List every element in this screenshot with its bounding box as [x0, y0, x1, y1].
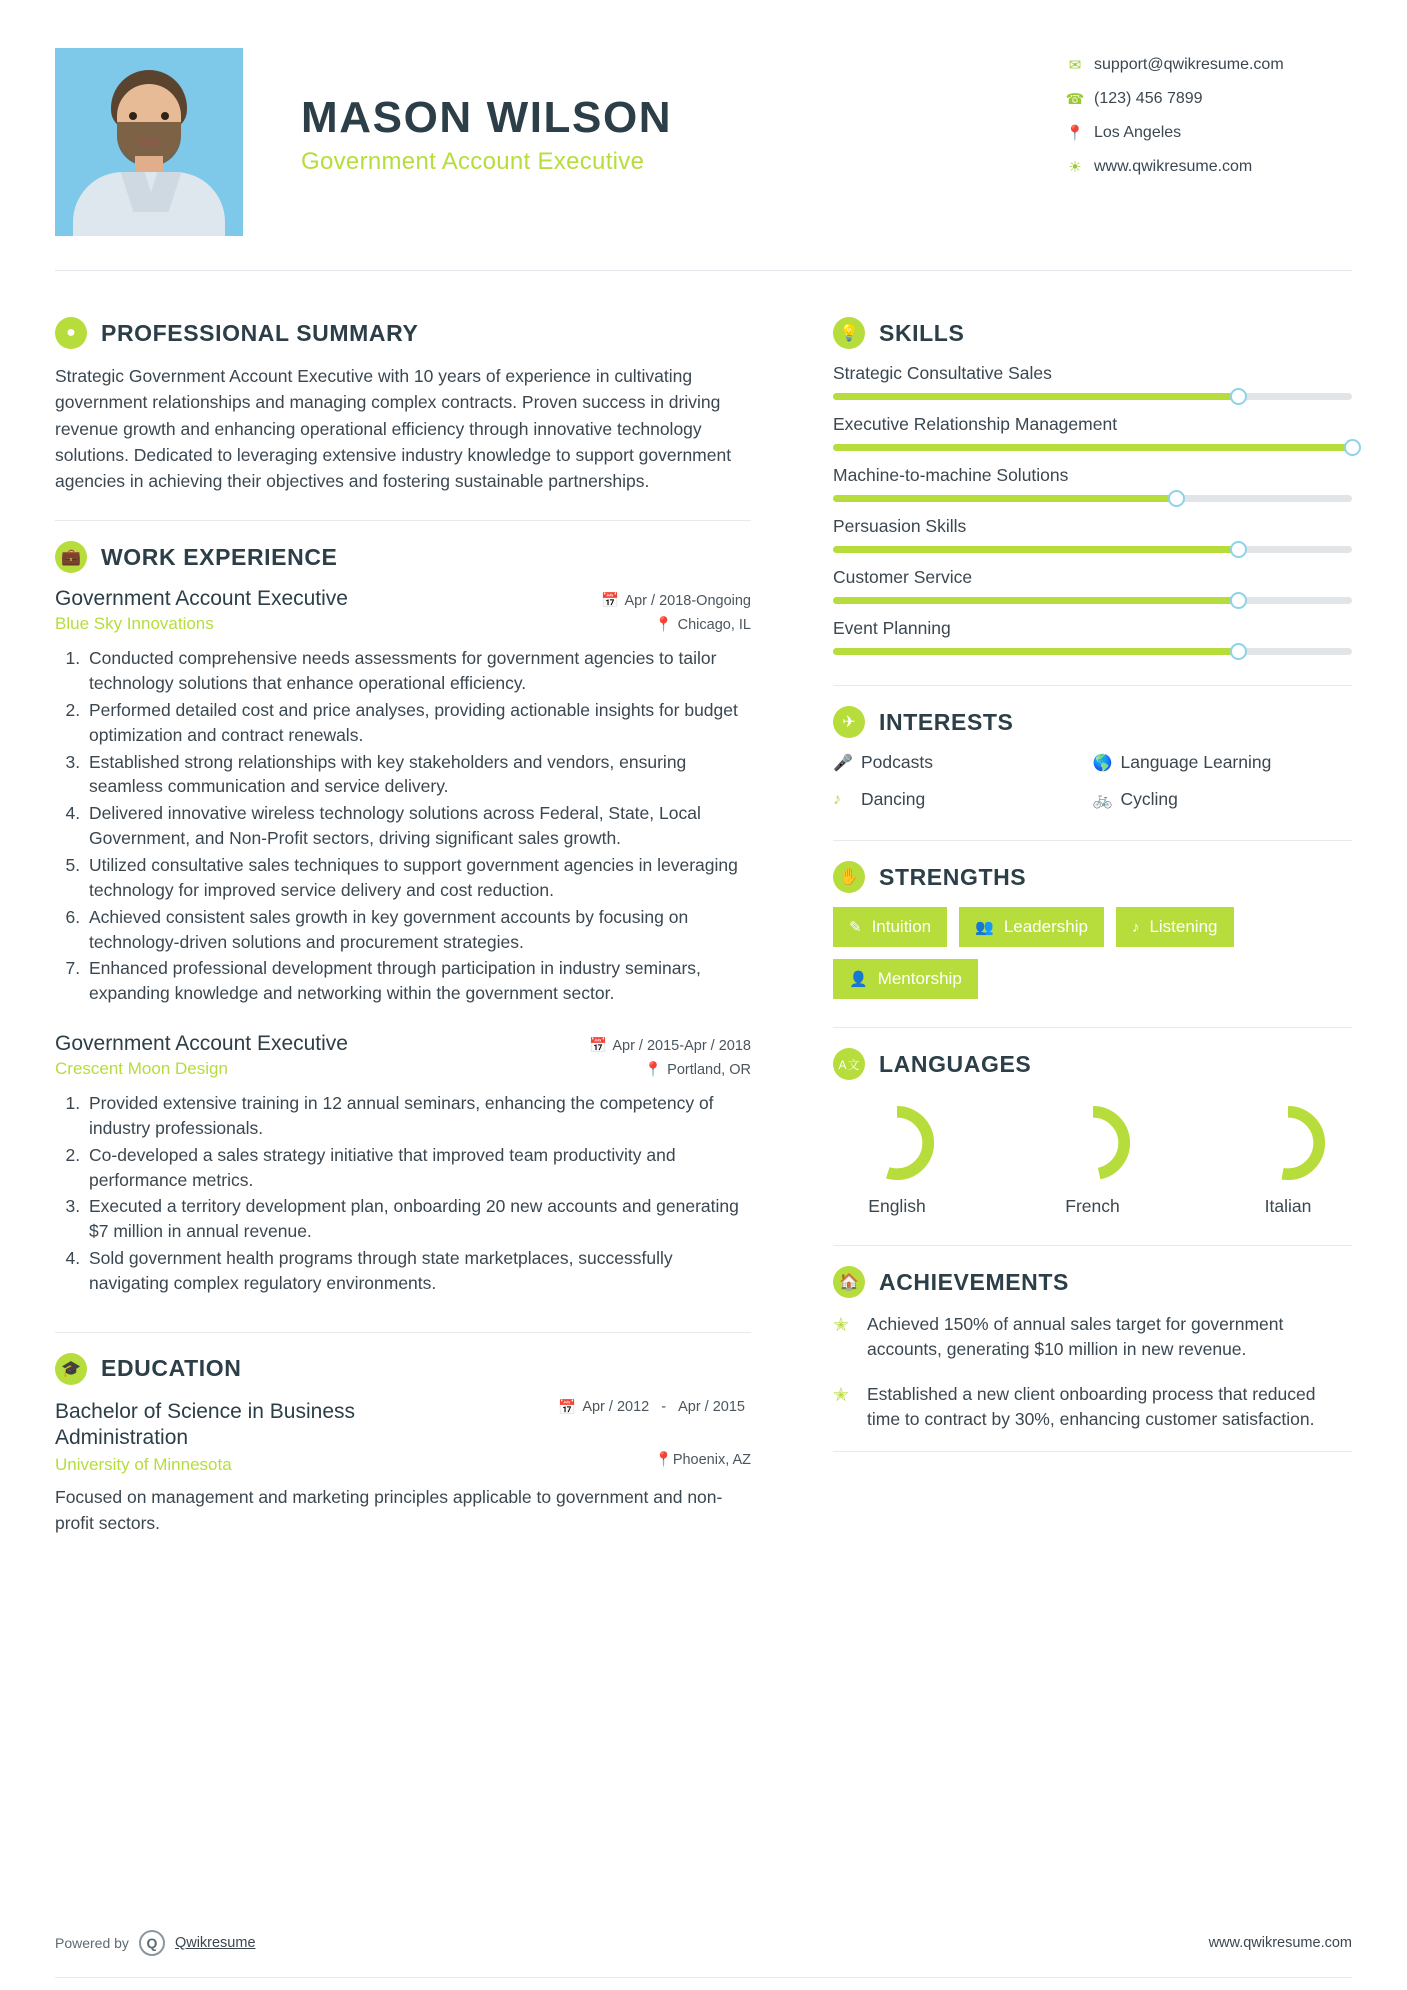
- calendar-icon: 📅: [601, 593, 620, 610]
- skill-item: [833, 465, 1352, 502]
- languages-list: [833, 1094, 1352, 1217]
- star-badge-icon: ✭: [833, 1384, 849, 1406]
- list-item: 6. Achieved consistent sales growth in key government accounts by focusing on technology-driven solutions and procurement strategies.: [85, 905, 751, 955]
- calendar-icon: 📅: [589, 1038, 608, 1055]
- envelope-icon: ✉: [1068, 56, 1082, 74]
- interest-label: Podcasts: [861, 752, 933, 772]
- divider: [833, 1027, 1352, 1028]
- strengths-list: [833, 907, 1352, 999]
- section-header-strengths: [833, 861, 1352, 893]
- skill-item: [833, 516, 1352, 553]
- achievement-item: [833, 1382, 1352, 1432]
- list-item: 2. Performed detailed cost and price analyses, providing actionable insights for budget optimization and contract renewals.: [85, 698, 751, 748]
- education-item: [55, 1399, 751, 1452]
- interest-item: [1093, 752, 1353, 773]
- strength-label: Listening: [1149, 917, 1218, 936]
- users-icon: 👥: [975, 919, 994, 936]
- job-dates: 📅 Apr / 2018-Ongoing: [601, 593, 751, 610]
- job-role: Government Account Executive: [55, 1032, 348, 1056]
- interest-item: [833, 752, 1093, 773]
- award-home-icon: 🏠: [833, 1266, 865, 1298]
- job-role: Government Account Executive: [55, 587, 348, 611]
- interests-list: [833, 752, 1352, 826]
- contact-website[interactable]: [1062, 158, 1352, 176]
- contact-location-text: Los Angeles: [1094, 124, 1182, 141]
- education-degree: Bachelor of Science in Business Administration: [55, 1399, 355, 1450]
- pen-icon: ✎: [849, 919, 862, 936]
- globe-icon: ☀: [1068, 158, 1082, 176]
- section-header-summary: [55, 317, 751, 349]
- strength-badge: [1116, 907, 1234, 947]
- strength-badge: [833, 959, 978, 999]
- hand-icon: ✋: [833, 861, 865, 893]
- interest-label: Language Learning: [1120, 752, 1272, 772]
- bicycle-icon: 🚲: [1092, 791, 1113, 809]
- list-item: 4. Sold government health programs through state marketplaces, successfully navigating complex regulatory environments.: [85, 1246, 751, 1296]
- list-item: 3. Established strong relationships with key stakeholders and vendors, ensuring seamless communication and service delivery.: [85, 750, 751, 800]
- powered-by-block: [55, 1930, 256, 1956]
- language-item: [837, 1104, 957, 1217]
- section-header-skills: [833, 317, 1352, 349]
- qwikresume-logo-icon: Q: [139, 1930, 165, 1956]
- skill-item: [833, 414, 1352, 451]
- left-column: [55, 271, 795, 1536]
- skill-track[interactable]: [833, 495, 1352, 502]
- interest-item: [833, 789, 1093, 810]
- divider: [833, 1451, 1352, 1452]
- skill-label: Machine-to-machine Solutions: [833, 465, 1069, 485]
- footer-divider: [55, 1977, 1352, 1978]
- interest-item: [1093, 789, 1353, 810]
- contact-website-text: www.qwikresume.com: [1094, 158, 1253, 175]
- strength-label: Intuition: [871, 917, 932, 936]
- contact-email[interactable]: [1062, 56, 1352, 74]
- calendar-icon: 📅: [558, 1400, 577, 1416]
- education-description: Focused on management and marketing principles applicable to government and non-profit sectors.: [55, 1487, 723, 1533]
- skill-label: Persuasion Skills: [833, 516, 967, 536]
- right-column: [795, 271, 1352, 1536]
- header-job-title: Government Account Executive: [301, 148, 645, 176]
- translate-icon: A 文: [833, 1048, 865, 1080]
- education-school: University of Minnesota: [55, 1455, 232, 1475]
- achievement-item: [833, 1312, 1352, 1362]
- skill-item: [833, 363, 1352, 400]
- contact-email-text: support@qwikresume.com: [1094, 56, 1284, 73]
- skill-label: Customer Service: [833, 567, 973, 587]
- resume-header: [0, 0, 1407, 236]
- strength-badge: [959, 907, 1104, 947]
- education-dates: 📅 Apr / 2012 - Apr / 2015: [558, 1399, 751, 1416]
- section-title-experience: WORK EXPERIENCE: [101, 543, 338, 570]
- summary-text: Strategic Government Account Executive with 10 years of experience in cultivating government relationships and managing complex contracts. Proven success in driving revenue growth and enhancing operational efficiency through innovative technology solutions. Dedicated to leveraging extensive industry knowledge to support government agencies in achieving their objectives and fostering sustainable partnerships.: [55, 366, 732, 491]
- contact-location: [1062, 124, 1352, 142]
- contact-list: [1062, 48, 1352, 192]
- achievement-text: Established a new client onboarding process that reduced time to contract by 30%, enhancing customer satisfaction.: [867, 1383, 1316, 1429]
- location-pin-icon: 📍: [654, 617, 673, 634]
- job-company: Crescent Moon Design: [55, 1059, 228, 1079]
- music-note-icon: ♪: [833, 790, 841, 808]
- section-title-achievements: ACHIEVEMENTS: [879, 1268, 1069, 1295]
- section-title-education: EDUCATION: [101, 1355, 242, 1382]
- job-bullets: [55, 646, 751, 1006]
- education-end-date: Apr / 2015: [678, 1398, 745, 1415]
- job-location: 📍 Chicago, IL: [654, 617, 751, 634]
- interest-label: Dancing: [861, 789, 926, 809]
- user-circle-icon: ●: [55, 317, 87, 349]
- location-pin-icon: 📍: [654, 1452, 673, 1469]
- skill-track[interactable]: [833, 546, 1352, 553]
- skill-item: [833, 567, 1352, 604]
- experience-item: [55, 587, 751, 1006]
- resume-body: [0, 271, 1407, 1536]
- location-pin-icon: 📍: [1065, 124, 1085, 142]
- job-company: Blue Sky Innovations: [55, 614, 214, 634]
- contact-phone[interactable]: [1062, 90, 1352, 108]
- language-ring-chart: [1249, 1104, 1327, 1182]
- phone-icon: ☎: [1065, 90, 1085, 108]
- skill-label: Event Planning: [833, 618, 951, 638]
- section-title-languages: LANGUAGES: [879, 1050, 1032, 1077]
- list-item: 4. Delivered innovative wireless technology solutions across Federal, State, Local Government, and Non-Profit sectors, driving significant sales growth.: [85, 801, 751, 851]
- education-location: 📍Phoenix, AZ: [654, 1452, 751, 1469]
- divider: [55, 520, 751, 521]
- list-item: 2. Co-developed a sales strategy initiative that improved team productivity and performance metrics.: [85, 1143, 751, 1193]
- briefcase-icon: 💼: [55, 541, 87, 573]
- header-name-block: [243, 48, 1062, 176]
- divider: [55, 1332, 751, 1333]
- lightbulb-icon: 💡: [833, 317, 865, 349]
- footer-website: www.qwikresume.com: [1208, 1935, 1352, 1951]
- list-item: 7. Enhanced professional development through participation in industry seminars, expanding knowledge and networking within the government sector.: [85, 956, 751, 1006]
- skill-label: Executive Relationship Management: [833, 414, 1118, 434]
- language-label: French: [1065, 1196, 1120, 1216]
- divider: [833, 1245, 1352, 1246]
- language-item: [1228, 1104, 1348, 1217]
- section-header-interests: [833, 706, 1352, 738]
- contact-phone-text: (123) 456 7899: [1094, 90, 1203, 107]
- skill-track[interactable]: [833, 444, 1352, 451]
- job-location: 📍 Portland, OR: [644, 1062, 751, 1079]
- section-header-languages: [833, 1048, 1352, 1080]
- qwikresume-link[interactable]: Qwikresume: [174, 1935, 256, 1951]
- section-header-experience: [55, 541, 751, 573]
- skill-track[interactable]: [833, 648, 1352, 655]
- language-ring-chart: [858, 1104, 936, 1182]
- language-ring-chart: [1054, 1104, 1132, 1182]
- section-header-education: [55, 1353, 751, 1385]
- skill-track[interactable]: [833, 597, 1352, 604]
- education-start-date: Apr / 2012: [582, 1398, 650, 1415]
- list-item: 5. Utilized consultative sales techniques to support government agencies in leveraging technology for improved service delivery and cost reduction.: [85, 853, 751, 903]
- language-label: English: [868, 1196, 926, 1216]
- divider: [833, 685, 1352, 686]
- location-pin-icon: 📍: [644, 1062, 663, 1079]
- interest-label: Cycling: [1120, 789, 1178, 809]
- list-item: 3. Executed a territory development plan, onboarding 20 new accounts and generating $7 million in annual revenue.: [85, 1194, 751, 1244]
- headphones-icon: ♪: [1131, 918, 1140, 936]
- paper-plane-icon: ✈: [833, 706, 865, 738]
- strength-badge: [833, 907, 947, 947]
- section-title-strengths: STRENGTHS: [879, 863, 1027, 890]
- strength-label: Leadership: [1003, 917, 1088, 936]
- graduation-cap-icon: 🎓: [55, 1353, 87, 1385]
- page-title: MASON WILSON: [301, 93, 673, 142]
- skill-track[interactable]: [833, 393, 1352, 400]
- section-header-achievements: [833, 1266, 1352, 1298]
- section-title-interests: INTERESTS: [879, 708, 1014, 735]
- section-title-skills: SKILLS: [879, 319, 965, 346]
- powered-by-label: Powered by: [55, 1935, 129, 1951]
- language-item: [1033, 1104, 1153, 1217]
- job-dates: 📅 Apr / 2015-Apr / 2018: [589, 1038, 751, 1055]
- language-label: Italian: [1264, 1196, 1312, 1216]
- star-badge-icon: ✭: [833, 1315, 849, 1336]
- skill-label: Strategic Consultative Sales: [833, 363, 1052, 383]
- section-title-summary: PROFESSIONAL SUMMARY: [101, 319, 419, 346]
- user-plus-icon: 👤: [849, 971, 868, 988]
- page-footer: [55, 1930, 1352, 1956]
- experience-item: [55, 1032, 751, 1296]
- list-item: 1. Conducted comprehensive needs assessments for government agencies to tailor technology solutions that enhance operational efficiency.: [85, 646, 751, 696]
- strength-label: Mentorship: [877, 969, 962, 988]
- globe-icon: 🌎: [1092, 754, 1113, 772]
- skill-item: [833, 618, 1352, 655]
- microphone-icon: 🎤: [833, 754, 853, 772]
- achievement-text: Achieved 150% of annual sales target for government accounts, generating $10 million in new revenue.: [867, 1314, 1284, 1359]
- avatar: [55, 48, 243, 236]
- job-bullets: [55, 1091, 751, 1296]
- list-item: 1. Provided extensive training in 12 annual seminars, enhancing the competency of industry professionals.: [85, 1091, 751, 1141]
- divider: [833, 840, 1352, 841]
